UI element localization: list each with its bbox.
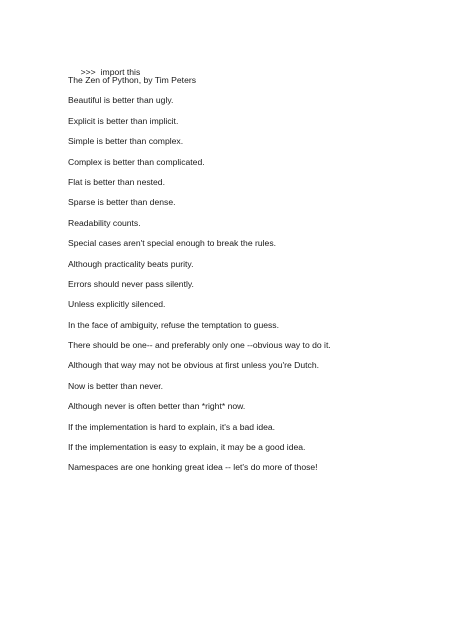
zen-line: Complex is better than complicated. (68, 156, 205, 167)
zen-line: Flat is better than nested. (68, 176, 165, 187)
zen-line: If the implementation is easy to explain, it may be a good idea. (68, 442, 306, 453)
zen-line: Now is better than never. (68, 380, 164, 391)
zen-line: Simple is better than complex. (68, 136, 184, 147)
zen-line: Although never is often better than *right* now. (68, 401, 246, 412)
zen-line: Beautiful is better than ugly. (68, 95, 174, 106)
zen-line: In the face of ambiguity, refuse the temptation to guess. (68, 319, 279, 330)
zen-line: Explicit is better than implicit. (68, 115, 179, 126)
zen-title: The Zen of Python, by Tim Peters (68, 75, 197, 85)
zen-line: Special cases aren't special enough to break the rules. (68, 238, 277, 249)
zen-line: Namespaces are one honking great idea -- let's do more of those! (68, 462, 318, 473)
zen-lines-list (68, 74, 438, 482)
zen-line: There should be one-- and preferably only one --obvious way to do it. (68, 340, 331, 351)
zen-line: Sparse is better than dense. (68, 197, 176, 208)
zen-line: Readability counts. (68, 217, 141, 228)
zen-line: Although practicality beats purity. (68, 258, 194, 269)
zen-line: Although that way may not be obvious at first unless you're Dutch. (68, 360, 319, 371)
python-prompt: >>> (80, 67, 96, 77)
zen-line: Unless explicitly silenced. (68, 299, 166, 310)
zen-line: Errors should never pass silently. (68, 278, 194, 289)
import-command: import this (100, 67, 141, 77)
zen-line: If the implementation is hard to explain, it's a bad idea. (68, 421, 276, 432)
